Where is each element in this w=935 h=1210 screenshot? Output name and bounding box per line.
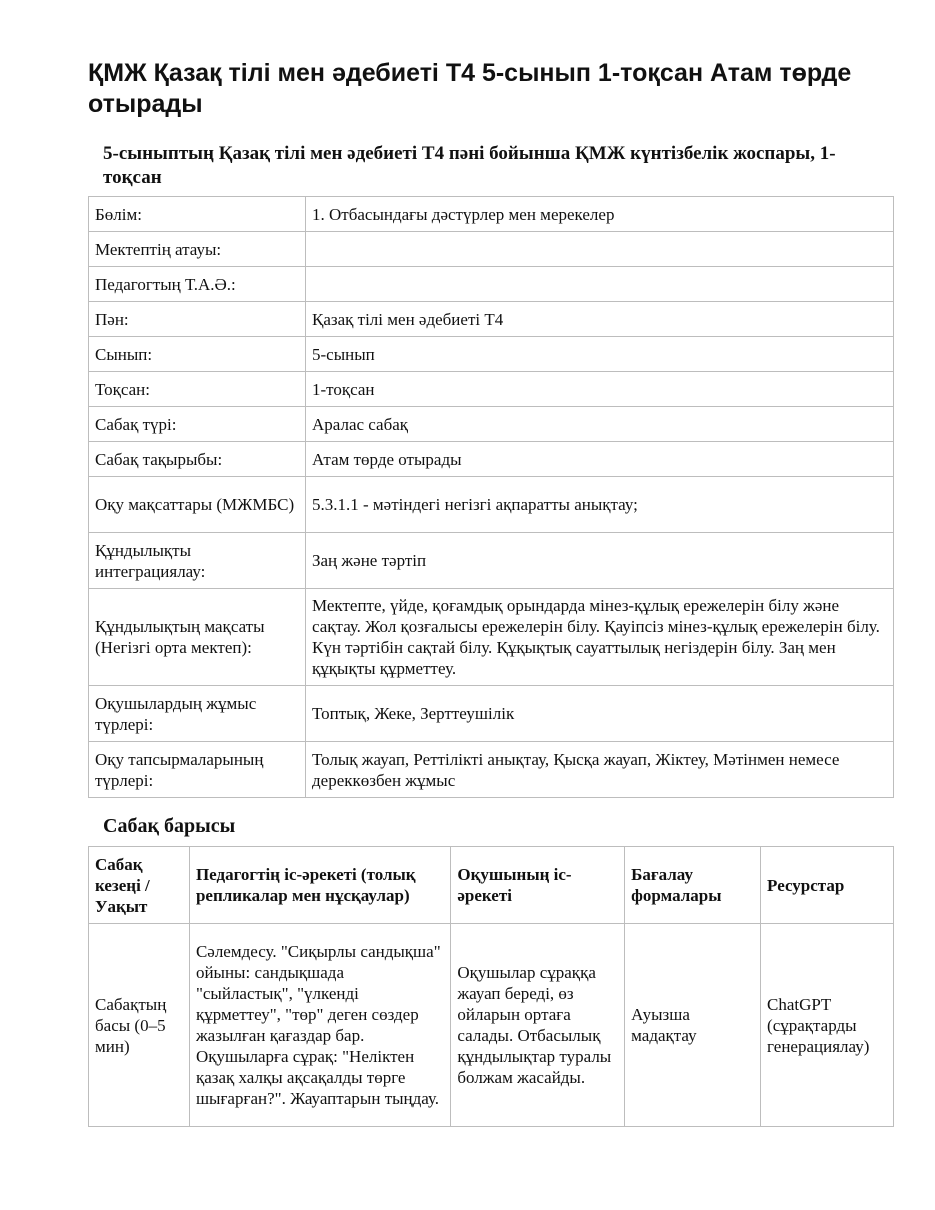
row-label: Мектептің атауы:: [89, 232, 306, 267]
table-row: [89, 337, 894, 372]
stage-cell: Сабақтың басы (0–5 мин): [89, 924, 190, 1127]
table-row: [89, 197, 894, 232]
document-page: [88, 58, 894, 1127]
column-header-stage: Сабақ кезеңі / Уақыт: [89, 847, 190, 924]
row-label: Оқу тапсырмаларының түрлері:: [89, 742, 306, 798]
plan-subtitle: 5-сыныптың Қазақ тілі мен әдебиеті Т4 пәні бойынша ҚМЖ күнтізбелік жоспары, 1-тоқсан: [103, 143, 836, 188]
row-value: Аралас сабақ: [306, 407, 894, 442]
row-label: Сабақ түрі:: [89, 407, 306, 442]
row-value: Атам төрде отырады: [306, 442, 894, 477]
row-value: Топтық, Жеке, Зерттеушілік: [306, 686, 894, 742]
row-label: Құндылықты интеграциялау:: [89, 533, 306, 589]
table-row: [89, 924, 894, 1127]
column-header-teacher: Педагогтің іс-әрекеті (толық репликалар мен нұсқаулар): [189, 847, 450, 924]
row-value: [306, 232, 894, 267]
row-value: Қазақ тілі мен әдебиеті Т4: [306, 302, 894, 337]
table-row: [89, 407, 894, 442]
teacher-action-cell: Сәлемдесу. "Сиқырлы сандықша" ойыны: сандықшада "сыйластық", "үлкенді құрметтеу", "төр" деген сөздер жазылған қағаздар бар. Оқушыларға сұрақ: "Неліктен қазақ халқы ақсақалды төрге шығарған?". Жауаптарын тыңдау.: [189, 924, 450, 1127]
row-value: 5-сынып: [306, 337, 894, 372]
row-value: 1. Отбасындағы дәстүрлер мен мерекелер: [306, 197, 894, 232]
table-row: [89, 533, 894, 589]
resources-cell: ChatGPT (сұрақтарды генерациялау): [761, 924, 894, 1127]
row-value: [306, 267, 894, 302]
table-row: [89, 442, 894, 477]
document-title: ҚМЖ Қазақ тілі мен әдебиеті Т4 5-сынып 1-тоқсан Атам төрде отырады: [88, 59, 852, 118]
column-header-resources: Ресурстар: [761, 847, 894, 924]
table-row: [89, 477, 894, 533]
student-action-cell: Оқушылар сұраққа жауап береді, өз ойларын ортаға салады. Отбасылық құндылықтар туралы болжам жасайды.: [451, 924, 625, 1127]
row-value: 1-тоқсан: [306, 372, 894, 407]
table-row: [89, 267, 894, 302]
row-label: Оқу мақсаттары (МЖМБС): [89, 477, 306, 533]
lesson-info-table: [88, 196, 894, 798]
row-value: Толық жауап, Реттілікті анықтау, Қысқа жауап, Жіктеу, Мәтінмен немесе дереккөзбен жұмыс: [306, 742, 894, 798]
table-row: [89, 589, 894, 686]
row-value: Заң және тәртіп: [306, 533, 894, 589]
table-row: [89, 742, 894, 798]
row-label: Бөлім:: [89, 197, 306, 232]
table-row: [89, 686, 894, 742]
row-label: Педагогтың Т.А.Ә.:: [89, 267, 306, 302]
row-label: Тоқсан:: [89, 372, 306, 407]
row-label: Оқушылардың жұмыс түрлері:: [89, 686, 306, 742]
row-label: Сынып:: [89, 337, 306, 372]
row-label: Пән:: [89, 302, 306, 337]
row-value: Мектепте, үйде, қоғамдық орындарда мінез-құлық ережелерін білу және сақтау. Жол қозғалысы ережелерін білу. Қауіпсіз мінез-құлық ережелерін білу. Күн тәртібін сақтай білу. Құқықтық сауаттылық негіздерін білу. Заң мен құқықты құрметтеу.: [306, 589, 894, 686]
row-label: Сабақ тақырыбы:: [89, 442, 306, 477]
lesson-flow-table: [88, 846, 894, 1127]
column-header-assessment: Бағалау формалары: [625, 847, 761, 924]
row-label: Құндылықтың мақсаты (Негізгі орта мектеп):: [89, 589, 306, 686]
table-header-row: [89, 847, 894, 924]
table-row: [89, 302, 894, 337]
column-header-student: Оқушының іс-әрекеті: [451, 847, 625, 924]
table-row: [89, 232, 894, 267]
table-row: [89, 372, 894, 407]
assessment-cell: Ауызша мадақтау: [625, 924, 761, 1127]
section-title: Сабақ барысы: [103, 815, 236, 837]
row-value: 5.3.1.1 - мәтіндегі негізгі ақпаратты анықтау;: [306, 477, 894, 533]
